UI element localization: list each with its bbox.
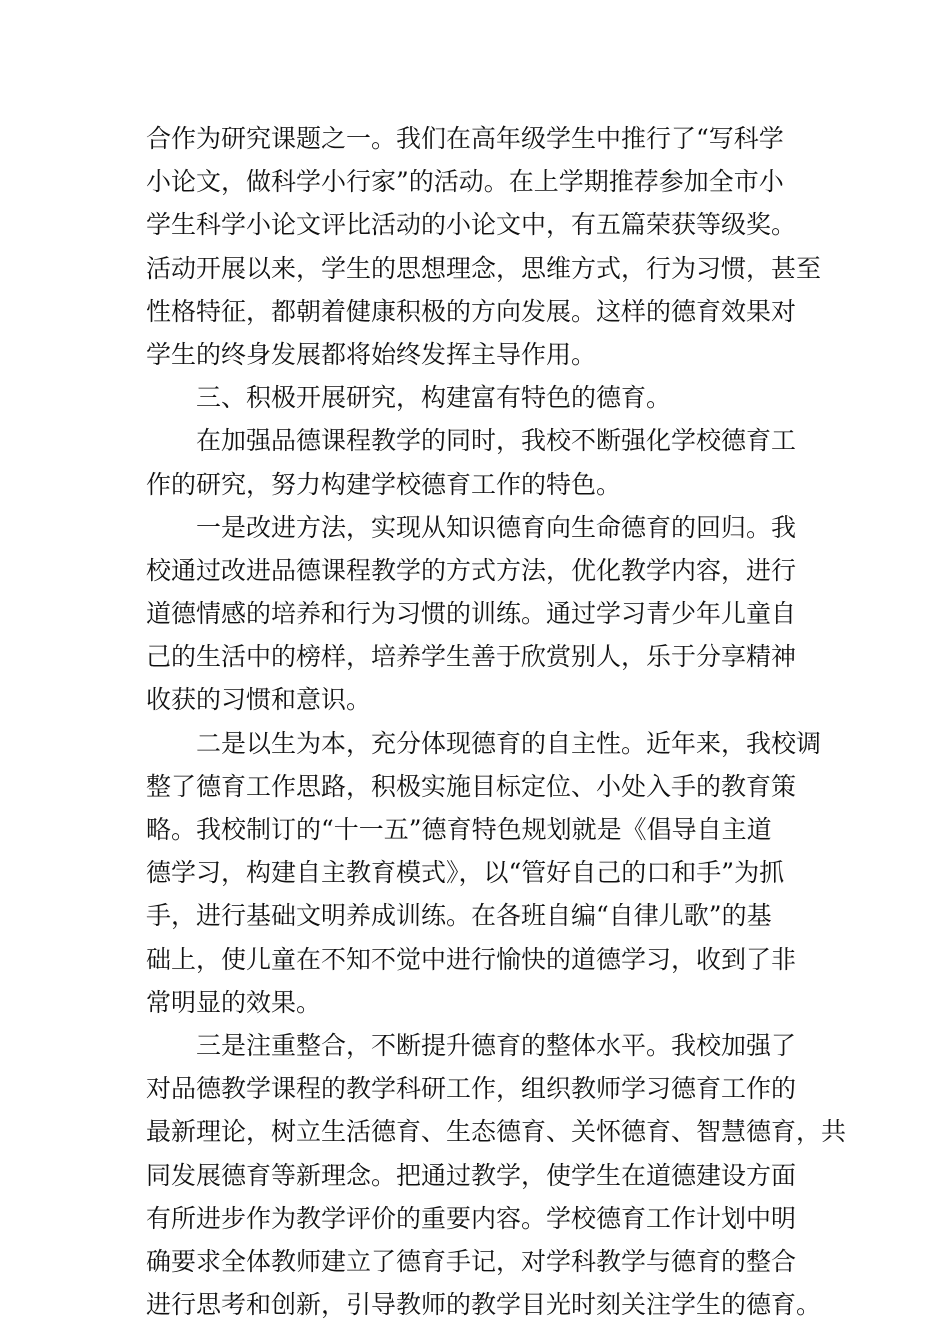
- text-line: 对品德教学课程的教学科研工作，组织教师学习德育工作的: [146, 1074, 797, 1104]
- text-line: 同发展德育等新理念。把通过教学，使学生在道德建设方面: [146, 1160, 797, 1190]
- text-line: 作的研究，努力构建学校德育工作的特色。: [146, 469, 622, 499]
- text-line: 常明显的效果。: [146, 987, 322, 1017]
- text-line: 小论文，做科学小行家”的活动。在上学期推荐参加全市小: [146, 167, 784, 197]
- text-line: 二是以生为本，充分体现德育的自主性。近年来，我校调: [146, 728, 822, 758]
- text-line: 学生科学小论文评比活动的小论文中，有五篇荣获等级奖。: [146, 210, 797, 240]
- text-line: 进行思考和创新，引导教师的教学目光时刻关注学生的德育。: [146, 1290, 822, 1320]
- text-line: 手，进行基础文明养成训练。在各班自编“自律儿歌”的基: [146, 901, 772, 931]
- text-line: 德学习，构建自主教育模式》，以“管好自己的口和手”为抓: [146, 858, 785, 888]
- text-line: 校通过改进品德课程教学的方式方法，优化教学内容，进行: [146, 555, 797, 585]
- text-line: 一是改进方法，实现从知识德育向生命德育的回归。我: [146, 512, 797, 542]
- text-line: 道德情感的培养和行为习惯的训练。通过学习青少年儿童自: [146, 599, 797, 629]
- text-line: 在加强品德课程教学的同时，我校不断强化学校德育工: [146, 426, 797, 456]
- text-line: 活动开展以来，学生的思想理念，思维方式，行为习惯，甚至: [146, 253, 822, 283]
- text-line: 最新理论，树立生活德育、生态德育、关怀德育、智慧德育，共: [146, 1117, 847, 1147]
- text-line: 己的生活中的榜样，培养学生善于欣赏别人，乐于分享精神: [146, 642, 797, 672]
- text-line: 确要求全体教师建立了德育手记，对学科教学与德育的整合: [146, 1246, 797, 1276]
- body-text: [146, 117, 847, 1326]
- text-line: 略。我校制订的“十一五”德育特色规划就是《倡导自主道: [146, 815, 772, 844]
- section-heading: 三、积极开展研究，构建富有特色的德育。: [146, 383, 672, 413]
- text-line: 合作为研究课题之一。我们在高年级学生中推行了“写科学: [146, 124, 784, 153]
- text-line: 有所进步作为教学评价的重要内容。学校德育工作计划中明: [146, 1203, 797, 1233]
- text-line: 整了德育工作思路，积极实施目标定位、小处入手的教育策: [146, 771, 797, 801]
- text-line: 收获的习惯和意识。: [146, 685, 372, 715]
- text-line: 础上，使儿童在不知不觉中进行愉快的道德学习，收到了非: [146, 944, 797, 974]
- text-line: 性格特征，都朝着健康积极的方向发展。这样的德育效果对: [146, 296, 797, 326]
- text-line: 学生的终身发展都将始终发挥主导作用。: [146, 339, 597, 369]
- text-line: 三是注重整合，不断提升德育的整体水平。我校加强了: [146, 1030, 797, 1060]
